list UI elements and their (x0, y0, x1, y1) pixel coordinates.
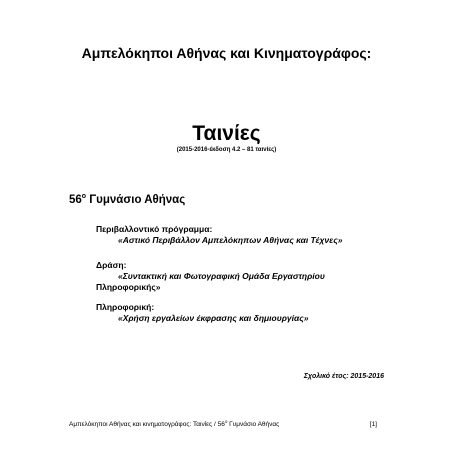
school-ordinal: ο (81, 193, 87, 201)
school-name (69, 194, 185, 206)
page-number: [1] (369, 421, 377, 428)
section-value-continued: Πληροφορικής» (96, 282, 161, 292)
section-value: «Χρήση εργαλείων έκφρασης και δημιουργίας» (118, 313, 309, 323)
section-value: «Συντακτική και Φωτογραφική Ομάδα Εργαστηρίου (118, 271, 325, 281)
section-value: «Αστικό Περιβάλλον Αμπελόκηπων Αθήνας και Τέχνες» (118, 235, 343, 245)
section-heading: Πληροφορική: (96, 302, 155, 312)
school-year: Σχολικό έτος: 2015-2016 (303, 373, 384, 380)
section-environmental-program (96, 224, 396, 246)
footer-text-before: Αμπελόκηποι Αθήνας και κινηματογράφος: Ταινίες / 56 (69, 421, 225, 428)
edition-info: (2015-2016-έκδοση 4.2 – 81 ταινίες) (176, 147, 277, 153)
section-heading: Δράση: (96, 260, 127, 270)
section-informatics (96, 302, 396, 324)
footer-ordinal: ο (224, 418, 228, 424)
section-heading: Περιβαλλοντικό πρόγραμμα: (96, 224, 213, 234)
footer-text-after: Γυμνάσιο Αθήνας (227, 421, 280, 428)
school-number: 56 (69, 194, 82, 206)
school-name-text: Γυμνάσιο Αθήνας (86, 194, 186, 206)
page-footer (69, 418, 280, 428)
document-title: Αμπελόκηποι Αθήνας και Κινηματογράφος: (81, 45, 372, 61)
films-title: Ταινίες (192, 122, 261, 145)
section-action (96, 260, 396, 293)
